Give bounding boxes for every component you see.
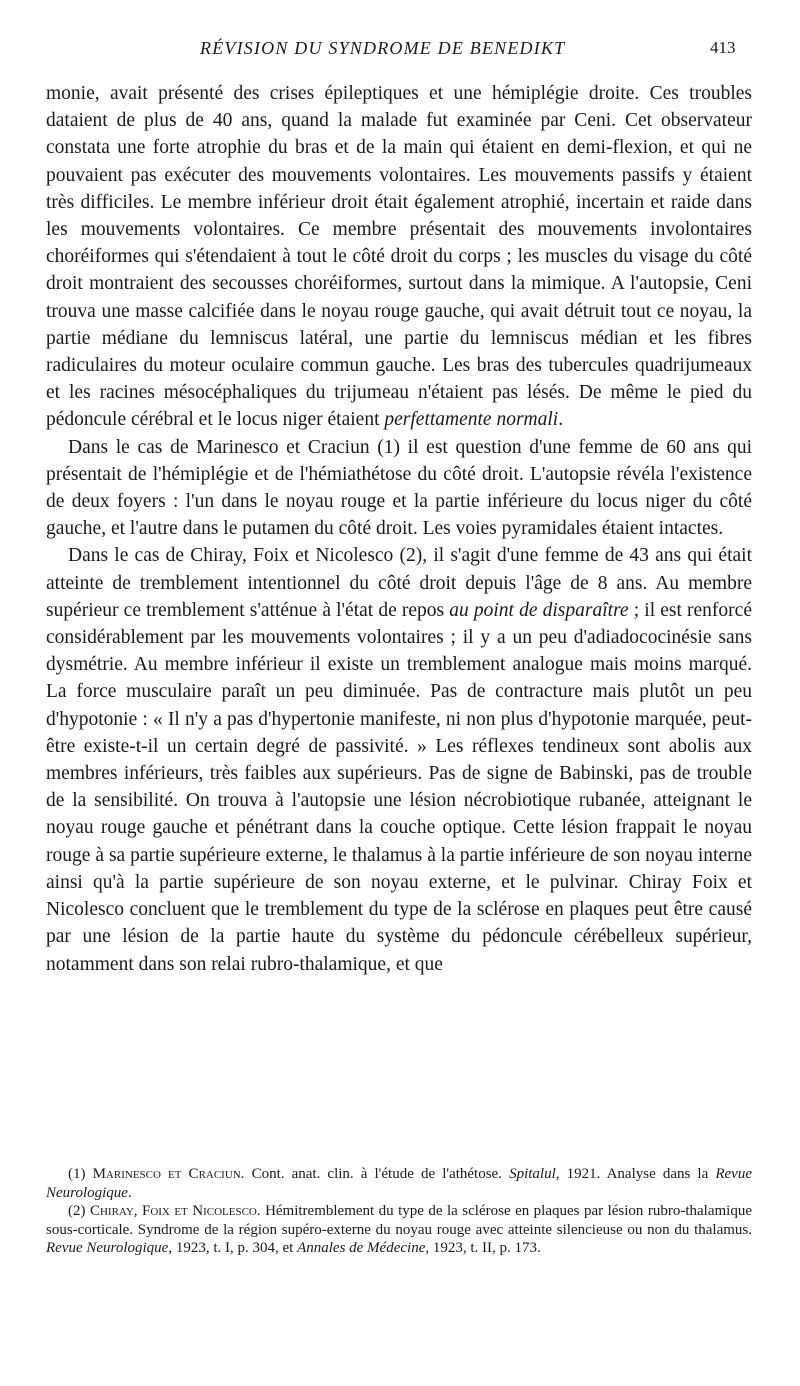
main-text	[46, 80, 752, 978]
footnote-text: , 1923, t. II, p. 173.	[425, 1240, 541, 1257]
footnote-marker: (2)	[68, 1203, 90, 1220]
paragraph-ceni-case	[46, 80, 752, 434]
paragraph-text: .	[558, 409, 564, 431]
footnote-text: Hémitremblement du type de la sclérose en plaques par lésion rubro-thalamique sous-corticale. Syndrome de la région supéro-externe du noyau rouge avec atteinte silencieuse ou non du thalamus.	[46, 1203, 752, 1238]
footnote-text: , 1923, t. I, p. 304, et	[168, 1240, 298, 1257]
footnote-2	[46, 1202, 752, 1258]
paragraph-text: ; il est renforcé considérablement par les mouvements volontaires ; il y a un peu d'adiadococinésie sans dysmétrie. Au membre inférieur il existe un tremblement analogue mais moins marqué. La force musculaire paraît un peu diminuée. Pas de contracture mais plutôt un peu d'hypotonie : « Il n'y a pas d'hypertonie manifeste, ni non plus d'hypotonie marquée, peut-être existe-t-il un certain degré de passivité. » Les réflexes tendineux sont abolis aux membres inférieurs, très faibles aux supérieurs. Pas de signe de Babinski, pas de trouble de la sensibilité. On trouva à l'autopsie une lésion nécrobiotique rubanée, atteignant le noyau rouge gauche et pénétrant dans la couche optique. Cette lésion frappait le noyau rouge à sa partie supérieure externe, le thalamus à la partie inférieure de son noyau interne ainsi qu'à la partie supérieure de son noyau externe, et le pulvinar. Chiray Foix et Nicolesco concluent que le tremblement du type de la sclérose en plaques peut être causé par une lésion de la partie haute du système du pédoncule cérébelleux supérieur, notamment dans son relai rubro-thalamique, et que	[46, 599, 752, 975]
footnote-text: .	[127, 1184, 132, 1201]
running-head-title: RÉVISION DU SYNDROME DE BENEDIKT	[200, 38, 566, 58]
paragraph-chiray-case	[46, 542, 752, 977]
footnote-journal: Revue Neurologique	[46, 1240, 169, 1257]
footnote-authors: Chiray, Foix et Nicolesco.	[89, 1203, 261, 1220]
footnotes	[46, 1165, 752, 1258]
footnote-text: Cont. anat. clin. à l'étude de l'athétose.	[244, 1166, 510, 1182]
footnote-journal: Spitalul	[509, 1166, 556, 1182]
footnote-annales: Annales de Médecine	[297, 1240, 426, 1257]
paragraph-text: monie, avait présenté des crises épileptiques et une hémiplégie droite. Ces troubles dataient de plus de 40 ans, quand la malade fut examinée par Ceni. Cet observateur constata une forte atrophie du bras et de la main qui étaient en demi-flexion, et qui ne pouvaient pas exécuter des mouvements volontaires. Les mouvements passifs y étaient très difficiles. Le membre inférieur droit était également atrophié, incertain et raide dans les mouvements volontaires. Ce membre présentait des mouvements involontaires choréiformes qui s'étendaient à tout le côté droit du corps ; les muscles du visage du côté droit montraient des secousses choréiformes, surtout dans la mimique. A l'autopsie, Ceni trouva une masse calcifiée dans le noyau rouge gauche, qui avait détruit tout ce noyau, la partie médiane du lemniscus latéral, une partie du lemniscus médian et les fibres radiculaires du moteur oculaire commun gauche. Les bras des tubercules quadrijumeaux et les racines mésocéphaliques du trijumeau n'étaient pas lésés. De même le pied du pédoncule cérébral et le locus niger étaient	[46, 83, 752, 431]
footnote-authors: Marinesco et Craciun.	[92, 1166, 245, 1182]
footnote-1	[46, 1165, 752, 1202]
footnote-text: , 1921. Analyse dans la	[555, 1166, 716, 1182]
paragraph-marinesco-case: Dans le cas de Marinesco et Craciun (1) il est question d'une femme de 60 ans qui présentait de l'hémiplégie et de l'hémiathétose du côté droit. L'autopsie révéla l'existence de deux foyers : l'un dans le noyau rouge et la partie inférieure du locus niger du côté gauche, et l'autre dans le putamen du côté droit. Les voies pyramidales étaient intactes.	[46, 436, 752, 540]
page-number: 413	[710, 38, 736, 57]
footnote-review: Revue Neurologique	[46, 1166, 752, 1201]
italic-phrase: au point de disparaître	[449, 599, 629, 621]
footnote-marker: (1)	[68, 1166, 93, 1182]
italic-quote: perfettamente normali	[384, 409, 559, 431]
paragraph-text: Dans le cas de Chiray, Foix et Nicolesco (2), il s'agit d'une femme de 43 ans qui était atteinte de tremblement intentionnel du côté droit depuis l'âge de 8 ans. Au membre supérieur ce tremblement s'atténue à l'état de repos	[46, 545, 752, 621]
